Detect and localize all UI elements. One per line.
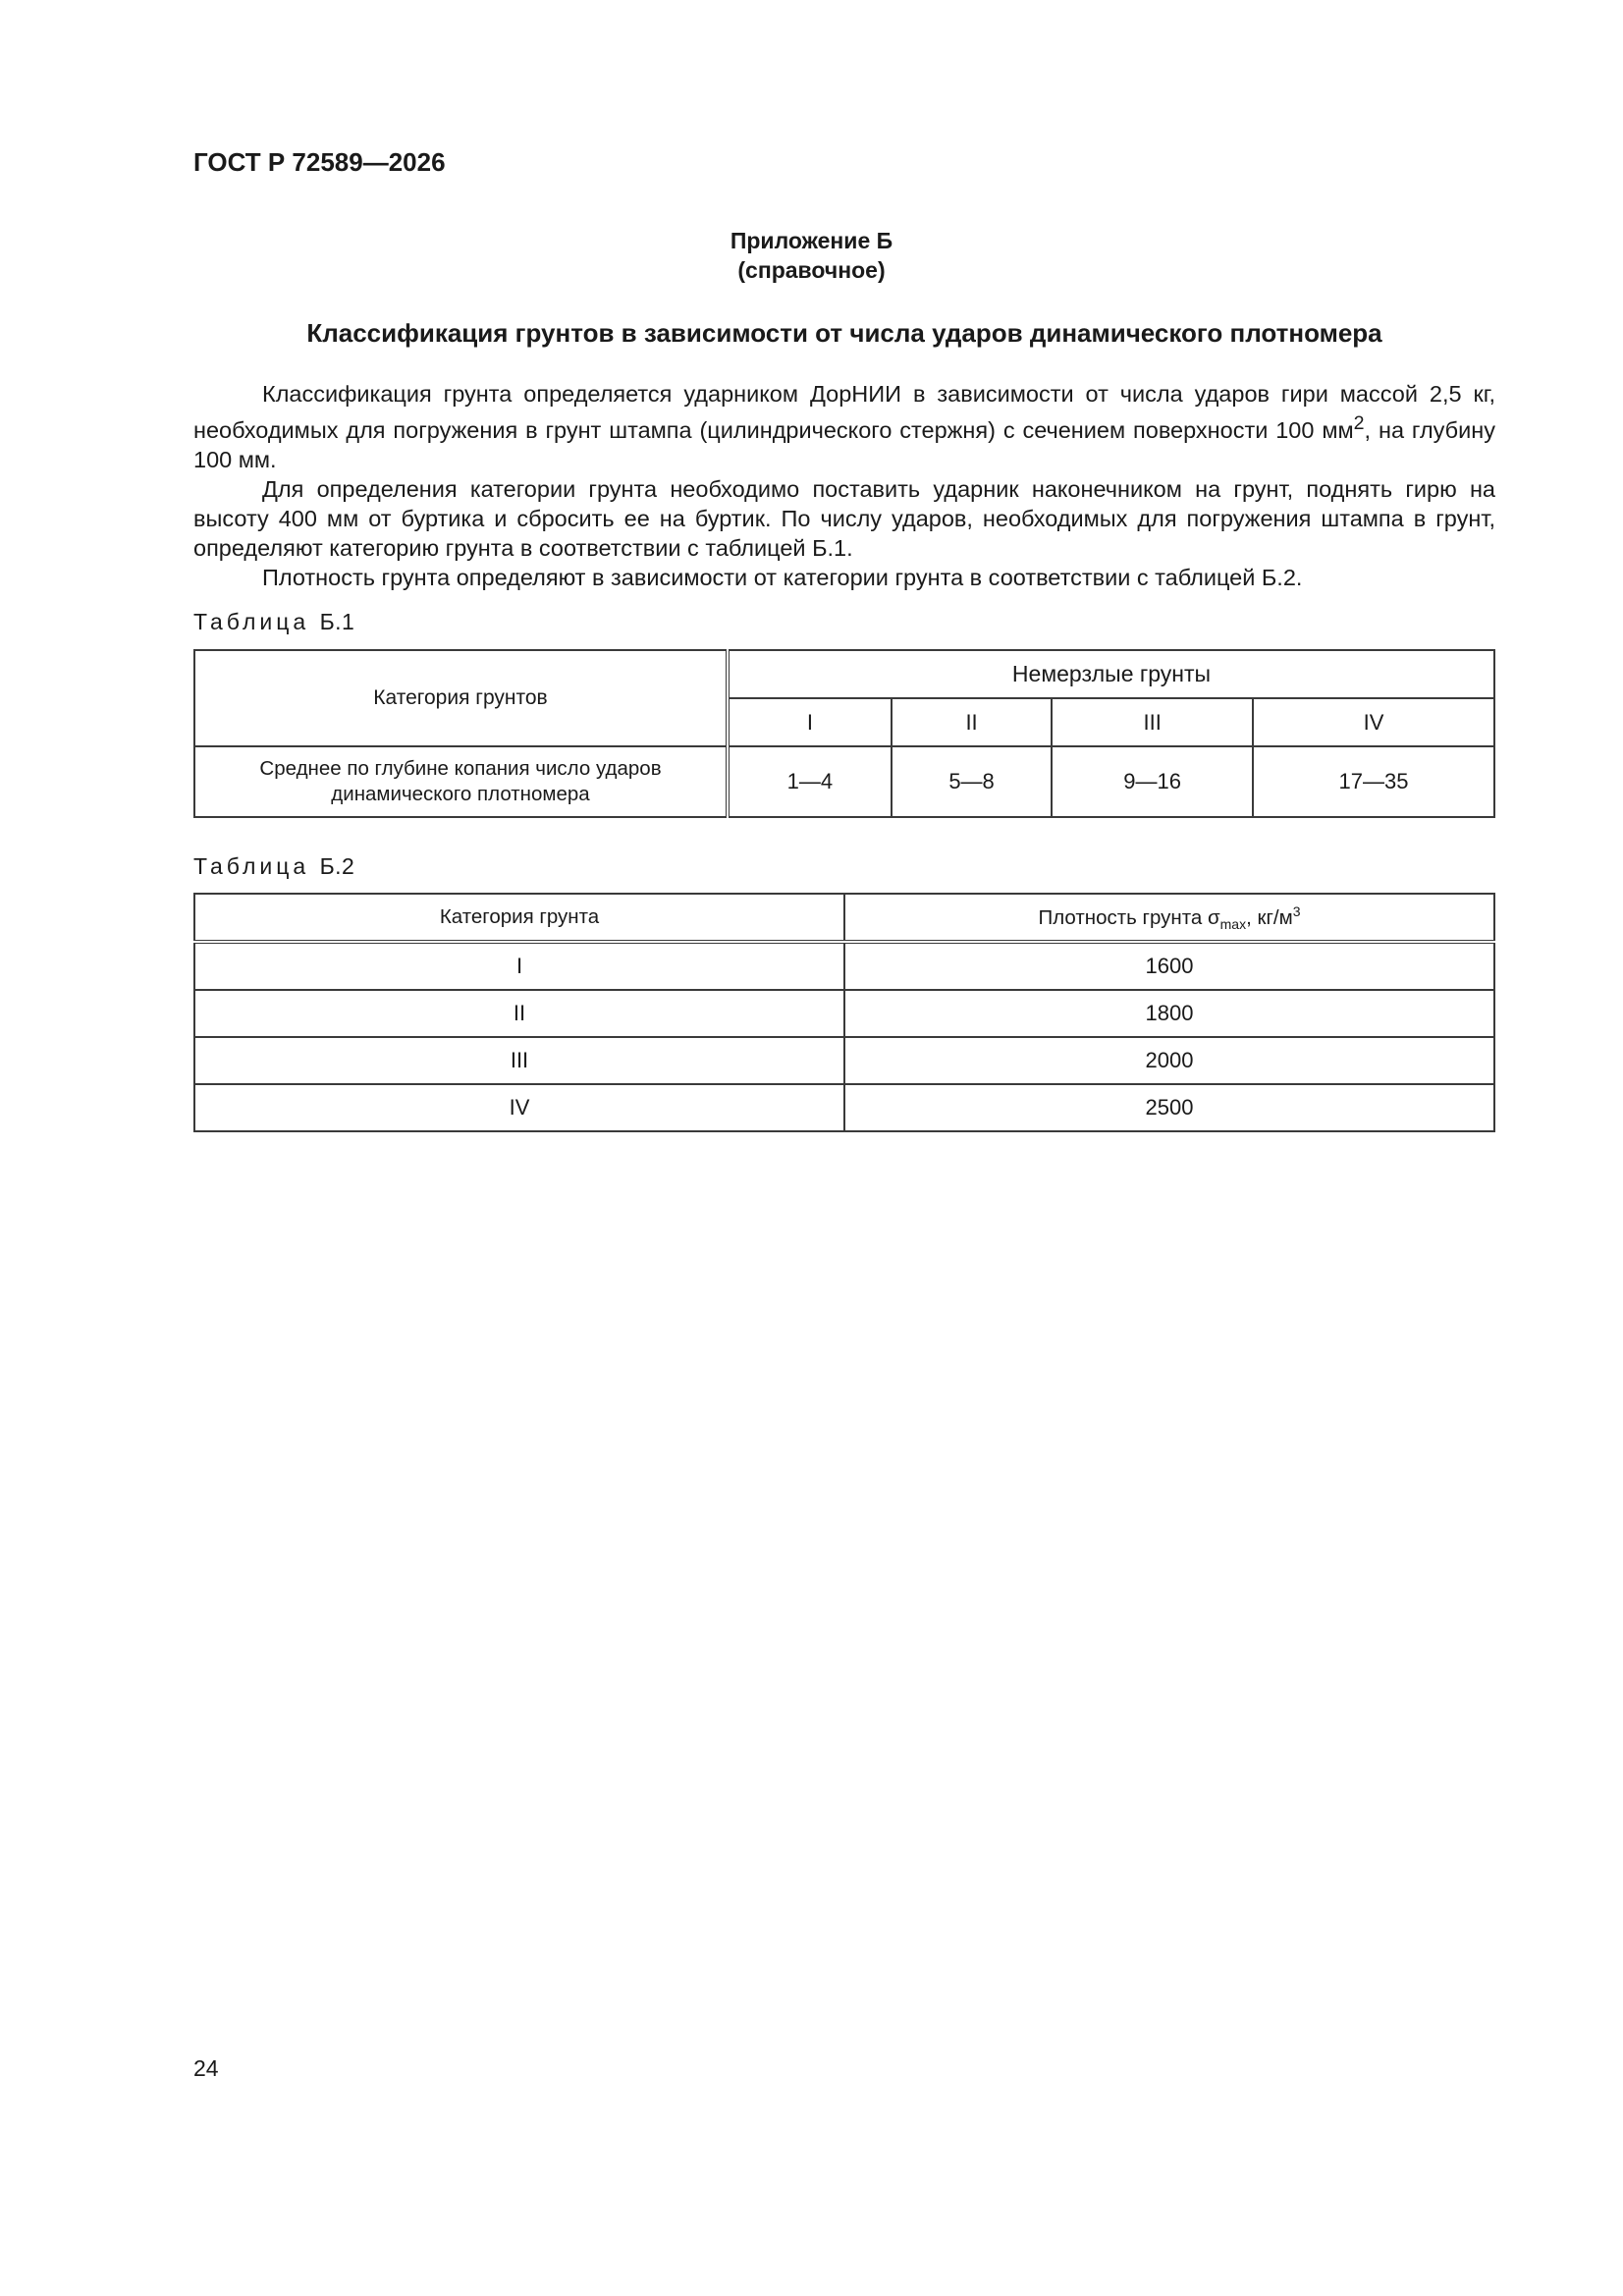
table-2-head-density-main: Плотность грунта σ	[1038, 905, 1220, 929]
paragraph-1-text-end: , на глубину 100 мм.	[193, 416, 1495, 472]
table-1-row-label: Среднее по глубине копания число ударов динамического плотномера	[194, 746, 728, 817]
table-2-density-cell: 2000	[844, 1037, 1494, 1084]
section-title: Классификация грунтов в зависимости от числа ударов динамического плотномера	[306, 318, 1382, 348]
paragraph-2: Для определения категории грунта необходимо поставить ударник наконечником на грунт, поднять гирю на высоту 400 мм от буртика и сбросить ее на буртик. По числу ударов, необходимых для погружения штампа в грунт, определяют категорию грунта в соответствии с таблицей Б.1.	[193, 475, 1495, 561]
paragraph-3: Плотность грунта определяют в зависимости от категории грунта в соответствии с таблицей Б.2.	[262, 564, 1303, 590]
table-1-category-cell: II	[892, 698, 1052, 746]
table-2-category-cell: IV	[194, 1084, 844, 1131]
paragraph-1	[193, 379, 1495, 474]
table-2	[193, 893, 1495, 1132]
table-2-caption-number: Б.2	[319, 853, 355, 879]
table-1-caption	[193, 609, 354, 635]
table-1-caption-number: Б.1	[319, 609, 355, 634]
table-2-caption	[193, 853, 354, 880]
table-1-category-cell: IV	[1253, 698, 1494, 746]
table-2-density-cell: 2500	[844, 1084, 1494, 1131]
paragraph-1-superscript: 2	[1353, 412, 1365, 434]
appendix-title: Приложение Б	[730, 228, 893, 253]
table-1-category-cell: I	[728, 698, 892, 746]
table-2-head-density-sub: max	[1219, 915, 1247, 932]
page-number: 24	[193, 2055, 219, 2081]
table-1-value-cell: 17—35	[1253, 746, 1494, 817]
table-2-head-category: Категория грунта	[194, 894, 844, 942]
table-2-density-cell: 1600	[844, 942, 1494, 990]
table-1-value-cell: 9—16	[1052, 746, 1253, 817]
table-1-value-cell: 1—4	[728, 746, 892, 817]
paragraph-1-text: Классификация грунта определяется ударником ДорНИИ в зависимости от числа ударов гири массой 2,5 кг, необходимых для погружения в грунт штампа (цилиндрического стержня) с сечением поверхности 100 мм	[193, 381, 1495, 443]
table-row	[194, 1037, 1494, 1084]
table-2-head-density	[844, 894, 1494, 942]
table-1-head-category: Категория грунтов	[194, 650, 728, 746]
table-2-category-cell: I	[194, 942, 844, 990]
table-2-category-cell: II	[194, 990, 844, 1037]
table-2-category-cell: III	[194, 1037, 844, 1084]
table-1	[193, 649, 1495, 818]
table-1-caption-word: Таблица	[193, 609, 310, 634]
document-code: ГОСТ Р 72589—2026	[193, 147, 446, 177]
table-1-group-header: Немерзлые грунты	[728, 650, 1494, 698]
table-row	[194, 990, 1494, 1037]
appendix-type: (справочное)	[737, 257, 886, 283]
table-1-value-cell: 5—8	[892, 746, 1052, 817]
table-1-category-cell: III	[1052, 698, 1253, 746]
table-2-density-cell: 1800	[844, 990, 1494, 1037]
table-row	[194, 1084, 1494, 1131]
table-2-caption-word: Таблица	[193, 853, 310, 879]
table-row	[194, 942, 1494, 990]
table-2-head-density-sup: 3	[1292, 902, 1301, 919]
body-text	[193, 379, 1495, 592]
table-2-head-density-unit: , кг/м	[1246, 905, 1293, 929]
